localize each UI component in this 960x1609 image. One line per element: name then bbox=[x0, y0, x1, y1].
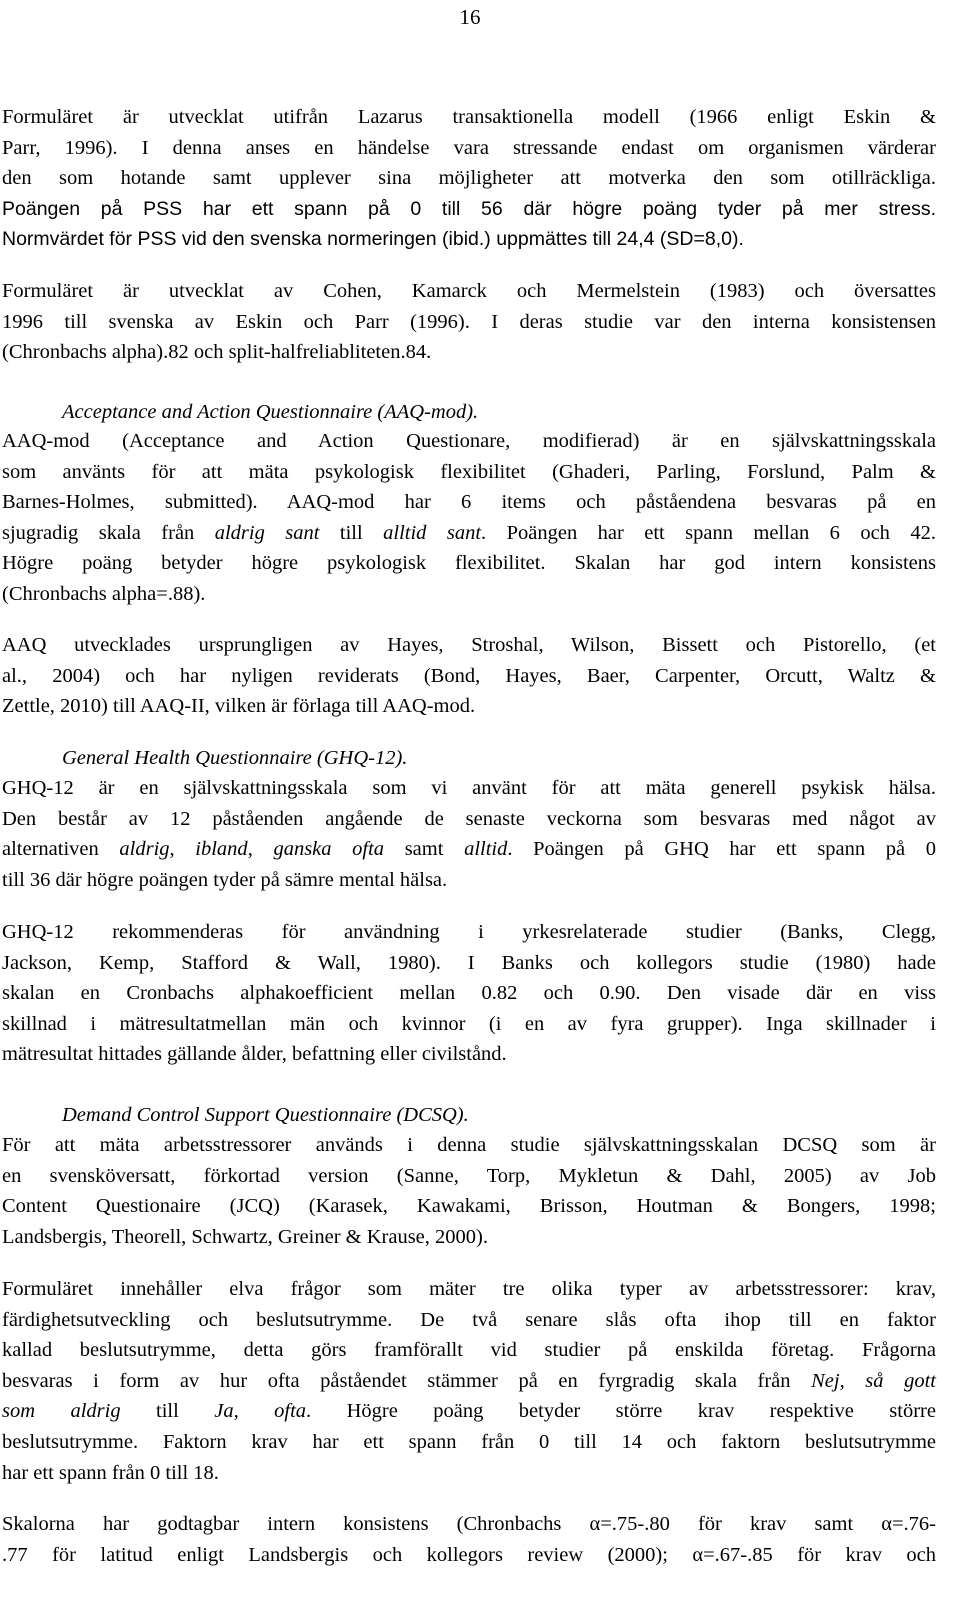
paragraph-ghq-recommendation bbox=[2, 917, 936, 1070]
text-line: GHQ-12 är en självskattningsskala som vi använt för att mäta generell psykisk hälsa. bbox=[2, 777, 936, 799]
text-line: beslutsutrymme. Faktorn krav har ett spann från 0 till 14 och faktorn beslutsutrymme bbox=[2, 1430, 936, 1453]
text-line: sjugradig skala från aldrig sant till alltid sant. Poängen har ett spann mellan 6 och 42. bbox=[2, 521, 936, 544]
section-heading-ghq: General Health Questionnaire (GHQ-12). bbox=[62, 747, 408, 769]
text-line: skillnad i mätresultatmellan män och kvinnor (i en av fyra grupper). Inga skillnader i bbox=[2, 1012, 936, 1035]
text-line: Zettle, 2010) till AAQ-II, vilken är förlaga till AAQ-mod. bbox=[2, 695, 476, 718]
section-heading-dcsq: Demand Control Support Questionnaire (DCSQ). bbox=[62, 1104, 469, 1126]
text-line: Poängen på PSS har ett spann på 0 till 56 där högre poäng tyder på mer stress. bbox=[2, 197, 936, 220]
text-line: som använts för att mäta psykologisk flexibilitet (Ghaderi, Parling, Forslund, Palm & bbox=[2, 460, 936, 483]
paragraph-dcsq-consistency bbox=[2, 1509, 936, 1570]
paragraph-dcsq-contents bbox=[2, 1274, 936, 1488]
paragraph-dcsq bbox=[2, 1130, 936, 1252]
text-line: den som hotande samt upplever sina möjligheter att motverka den som otillräckliga. bbox=[2, 167, 936, 190]
text-line: till 36 där högre poängen tyder på sämre mental hälsa. bbox=[2, 868, 448, 891]
text-line: Barnes-Holmes, submitted). AAQ-mod har 6 items och påståendena besvaras på en bbox=[2, 491, 936, 514]
paragraph-ghq-12 bbox=[2, 773, 936, 895]
text-line: alternativen aldrig, ibland, ganska ofta samt alltid. Poängen på GHQ har ett spann på 0 bbox=[2, 838, 937, 861]
text-line: Formuläret är utvecklat utifrån Lazarus transaktionella modell (1966 enligt Eskin & bbox=[2, 106, 936, 128]
text-line: (Chronbachs alpha).82 och split-halfreliabliteten.84. bbox=[2, 341, 432, 364]
text-line: GHQ-12 rekommenderas för användning i yrkesrelaterade studier (Banks, Clegg, bbox=[2, 921, 936, 943]
section-heading-aaq: Acceptance and Action Questionnaire (AAQ-mod). bbox=[62, 401, 479, 423]
text-line: Parr, 1996). I denna anses en händelse vara stressande endast om organismen värderar bbox=[2, 136, 936, 159]
text-line: AAQ utvecklades ursprungligen av Hayes, Stroshal, Wilson, Bissett och Pistorello, (et bbox=[2, 634, 936, 656]
text-line: För att mäta arbetsstressorer används i denna studie självskattningsskalan DCSQ som är bbox=[2, 1134, 936, 1156]
paragraph-lazarus-model bbox=[2, 102, 936, 255]
text-line: .77 för latitud enligt Landsbergis och kollegors review (2000); α=.67-.85 för krav och bbox=[2, 1543, 936, 1566]
text-line: en svensköversatt, förkortad version (Sanne, Torp, Mykletun & Dahl, 2005) av Job bbox=[2, 1164, 936, 1187]
text-line: som aldrig till Ja, ofta. Högre poäng betyder större krav respektive större bbox=[2, 1400, 936, 1423]
paragraph-pss-origin bbox=[2, 276, 936, 368]
text-line: besvaras i form av hur ofta påståendet stämmer på en fyrgradig skala från Nej, så gott bbox=[2, 1369, 936, 1392]
text-line: Formuläret är utvecklat av Cohen, Kamarck och Mermelstein (1983) och översattes bbox=[2, 280, 936, 302]
text-line: Jackson, Kemp, Stafford & Wall, 1980). I Banks och kollegors studie (1980) hade bbox=[2, 951, 936, 974]
text-line: al., 2004) och har nyligen reviderats (Bond, Hayes, Baer, Carpenter, Orcutt, Waltz & bbox=[2, 664, 936, 687]
text-line: Högre poäng betyder högre psykologisk flexibilitet. Skalan har god intern konsistens bbox=[2, 552, 936, 575]
text-line: skalan en Cronbachs alphakoefficient mellan 0.82 och 0.90. Den visade där en viss bbox=[2, 982, 936, 1005]
text-line: 1996 till svenska av Eskin och Parr (1996). I deras studie var den interna konsistensen bbox=[2, 310, 936, 333]
text-line: färdighetsutveckling och beslutsutrymme. De två senare slås ofta ihop till en faktor bbox=[2, 1308, 936, 1331]
text-line: AAQ-mod (Acceptance and Action Questionare, modifierad) är en självskattningsskala bbox=[2, 430, 936, 452]
page-number: 16 bbox=[459, 5, 481, 29]
text-line: Skalorna har godtagbar intern konsistens (Chronbachs α=.75-.80 för krav samt α=.76- bbox=[2, 1513, 936, 1535]
text-line: Formuläret innehåller elva frågor som mäter tre olika typer av arbetsstressorer: krav, bbox=[2, 1278, 936, 1300]
text-line: Landsbergis, Theorell, Schwartz, Greiner & Krause, 2000). bbox=[2, 1225, 488, 1248]
text-line: har ett spann från 0 till 18. bbox=[2, 1461, 219, 1484]
text-line: Content Questionaire (JCQ) (Karasek, Kawakami, Brisson, Houtman & Bongers, 1998; bbox=[2, 1195, 936, 1218]
text-line: Den består av 12 påståenden angående de senaste veckorna som besvaras med något av bbox=[2, 807, 936, 830]
text-line: Normvärdet för PSS vid den svenska normeringen (ibid.) uppmättes till 24,4 (SD=8,0). bbox=[2, 228, 744, 251]
paragraph-aaq-history bbox=[2, 630, 936, 722]
text-line: (Chronbachs alpha=.88). bbox=[2, 582, 206, 605]
text-line: kallad beslutsutrymme, detta görs framförallt vid studier på enskilda företag. Frågorna bbox=[2, 1339, 936, 1362]
text-line: mätresultat hittades gällande ålder, befattning eller civilstånd. bbox=[2, 1043, 507, 1066]
paragraph-aaq-mod bbox=[2, 426, 936, 610]
